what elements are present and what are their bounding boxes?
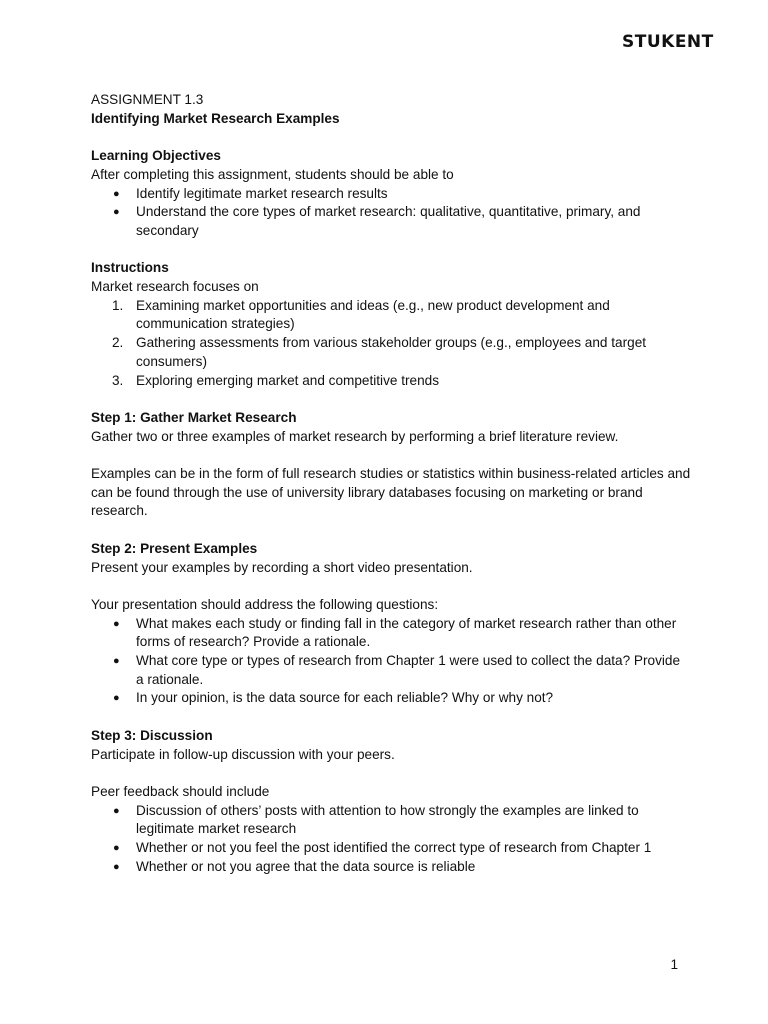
step3-feedback-list bbox=[91, 802, 691, 877]
stukent-logo bbox=[622, 31, 722, 51]
instructions-list bbox=[91, 297, 691, 391]
bullet-icon: ● bbox=[113, 842, 120, 854]
bullet-icon: ● bbox=[113, 187, 120, 200]
list-item-text: Examining market opportunities and ideas (e.g., new product development and communication strategies) bbox=[136, 297, 610, 332]
learning-objectives-heading: Learning Objectives bbox=[91, 148, 221, 164]
learning-objectives-intro: After completing this assignment, students should be able to bbox=[91, 166, 454, 182]
learning-objectives-list bbox=[91, 185, 691, 241]
step3-paragraph-1: Participate in follow-up discussion with your peers. bbox=[91, 746, 395, 762]
instructions-heading: Instructions bbox=[91, 260, 169, 276]
list-item bbox=[91, 297, 691, 334]
list-item bbox=[91, 802, 691, 839]
list-item bbox=[91, 203, 691, 240]
list-item-text: Whether or not you feel the post identified the correct type of research from Chapter 1 bbox=[136, 840, 652, 855]
list-item-text: Gathering assessments from various stakeholder groups (e.g., employees and target consumers) bbox=[136, 335, 647, 369]
step1-paragraph-2: Examples can be in the form of full research studies or statistics within business-related articles and can be found through the use of university library databases focusing on marketing or brand research. bbox=[91, 466, 691, 519]
list-item-text: Understand the core types of market research: qualitative, quantitative, primary, and secondary bbox=[136, 204, 641, 238]
list-item-text: What core type or types of research from Chapter 1 were used to collect the data? Provide a rationale. bbox=[136, 653, 681, 687]
list-item bbox=[91, 652, 691, 689]
list-item bbox=[91, 689, 691, 708]
page-number: 1 bbox=[670, 957, 678, 972]
list-item-text: What makes each study or finding fall in the category of market research rather than other forms of research? Provide a rationale. bbox=[136, 615, 677, 650]
list-item-text: Discussion of others’ posts with attention to how strongly the examples are linked to legitimate market research bbox=[136, 802, 639, 837]
instructions-intro: Market research focuses on bbox=[91, 279, 259, 294]
list-item bbox=[91, 839, 691, 858]
list-item bbox=[91, 615, 691, 652]
stukent-wordmark-icon bbox=[622, 31, 722, 51]
step3-paragraph-2: Peer feedback should include bbox=[91, 783, 270, 799]
bullet-icon: ● bbox=[113, 860, 120, 873]
list-number: 3. bbox=[112, 372, 124, 388]
bullet-icon: ● bbox=[113, 804, 120, 817]
step2-paragraph-1: Present your examples by recording a short video presentation. bbox=[91, 559, 473, 575]
list-item bbox=[91, 372, 691, 391]
document-title: Identifying Market Research Examples bbox=[91, 110, 340, 126]
step2-heading: Step 2: Present Examples bbox=[91, 540, 258, 556]
assignment-label: ASSIGNMENT 1.3 bbox=[91, 92, 204, 107]
step1-paragraph-1: Gather two or three examples of market research by performing a brief literature review. bbox=[91, 428, 619, 444]
list-item-text: Identify legitimate market research results bbox=[136, 185, 388, 201]
document-body bbox=[91, 91, 691, 876]
list-item-text: Whether or not you agree that the data source is reliable bbox=[136, 858, 476, 874]
step2-paragraph-2: Your presentation should address the following questions: bbox=[91, 596, 439, 612]
bullet-icon: ● bbox=[113, 692, 120, 705]
bullet-icon: ● bbox=[113, 617, 120, 630]
list-item bbox=[91, 185, 691, 204]
logo-text: STUKENT bbox=[622, 32, 714, 51]
list-item bbox=[91, 858, 691, 877]
step3-heading: Step 3: Discussion bbox=[91, 727, 213, 743]
step2-questions-list bbox=[91, 615, 691, 709]
list-number: 2. bbox=[112, 335, 124, 351]
bullet-icon: ● bbox=[113, 655, 120, 667]
list-item bbox=[91, 334, 691, 371]
list-number: 1. bbox=[112, 297, 124, 313]
bullet-icon: ● bbox=[113, 206, 120, 219]
list-item-text: Exploring emerging market and competitive trends bbox=[136, 372, 439, 388]
step1-heading: Step 1: Gather Market Research bbox=[91, 409, 297, 425]
list-item-text: In your opinion, is the data source for each reliable? Why or why not? bbox=[136, 690, 554, 706]
